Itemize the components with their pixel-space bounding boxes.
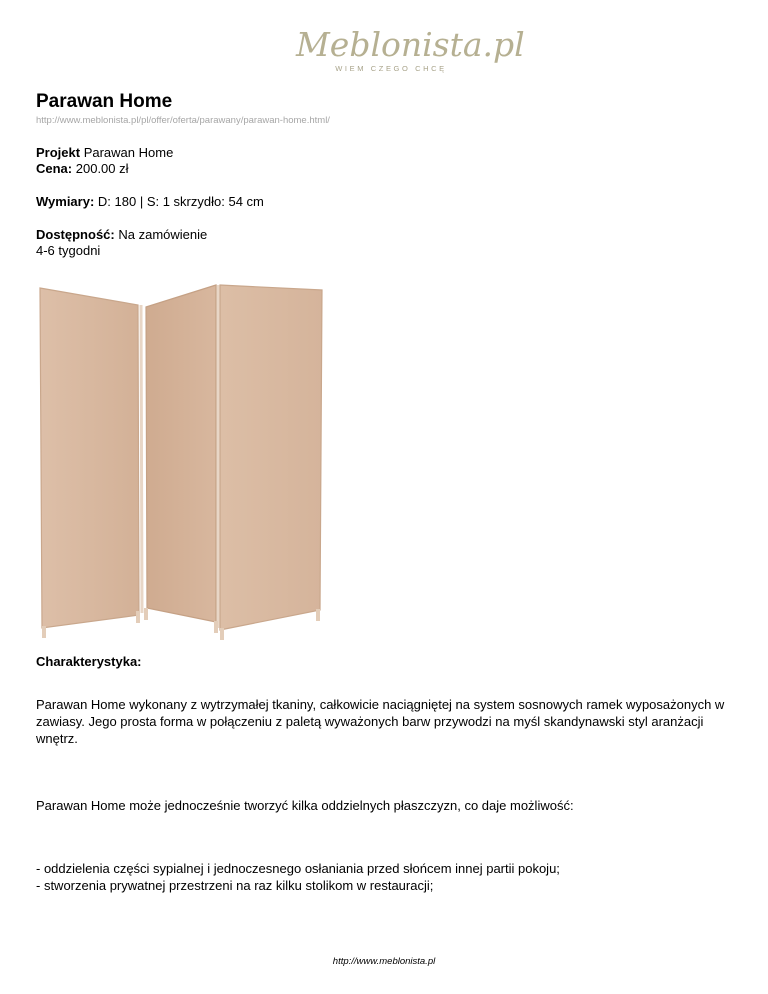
price-label: Cena: (36, 161, 73, 176)
logo-tagline: WIEM CZEGO CHCĘ (335, 64, 447, 73)
project-value: Parawan Home (83, 145, 174, 160)
dimensions-value: D: 180 | S: 1 skrzydło: 54 cm (97, 194, 264, 209)
availability-line (36, 227, 207, 243)
product-url[interactable]: http://www.meblonista.pl/pl/offer/oferta/parawany/parawan-home.html/ (36, 115, 330, 126)
footer-url[interactable]: http://www.meblonista.pl (332, 956, 436, 967)
availability-value: Na zamówienie (118, 227, 208, 242)
dimensions-line (36, 194, 264, 210)
description-paragraph-2: Parawan Home może jednocześnie tworzyć kilka oddzielnych płaszczyzn, co daje możliwość: (36, 798, 574, 813)
project-label: Projekt (36, 145, 81, 160)
bullet-item-2: - stworzenia prywatnej przestrzeni na raz kilku stolikom w restauracji; (36, 878, 434, 893)
price-value: 200.00 zł (75, 161, 129, 176)
bullet-item-1: - oddzielenia części sypialnej i jednoczesnego osłaniania przed słońcem innej partii pokoju; (36, 861, 560, 876)
availability-label: Dostępność: (36, 227, 115, 242)
site-logo[interactable] (296, 25, 525, 82)
description-paragraph-1: Parawan Home wykonany z wytrzymałej tkaniny, całkowicie naciągniętej na system sosnowych ramek wyposażonych w zawiasy. Jego prosta forma w połączeniu z paletą wyważonych barw przywodzi na myśl skandynawski styl aranżacji wnętrz. (36, 697, 725, 746)
dimensions-label: Wymiary: (36, 194, 95, 209)
folding-screen-image (36, 283, 336, 643)
section-heading: Charakterystyka: (36, 654, 142, 669)
logo-text: Meblonista.pl (296, 25, 525, 64)
page-title: Parawan Home (36, 91, 173, 112)
lead-time: 4-6 tygodni (36, 243, 101, 258)
price-line (36, 161, 129, 177)
project-line (36, 145, 173, 161)
